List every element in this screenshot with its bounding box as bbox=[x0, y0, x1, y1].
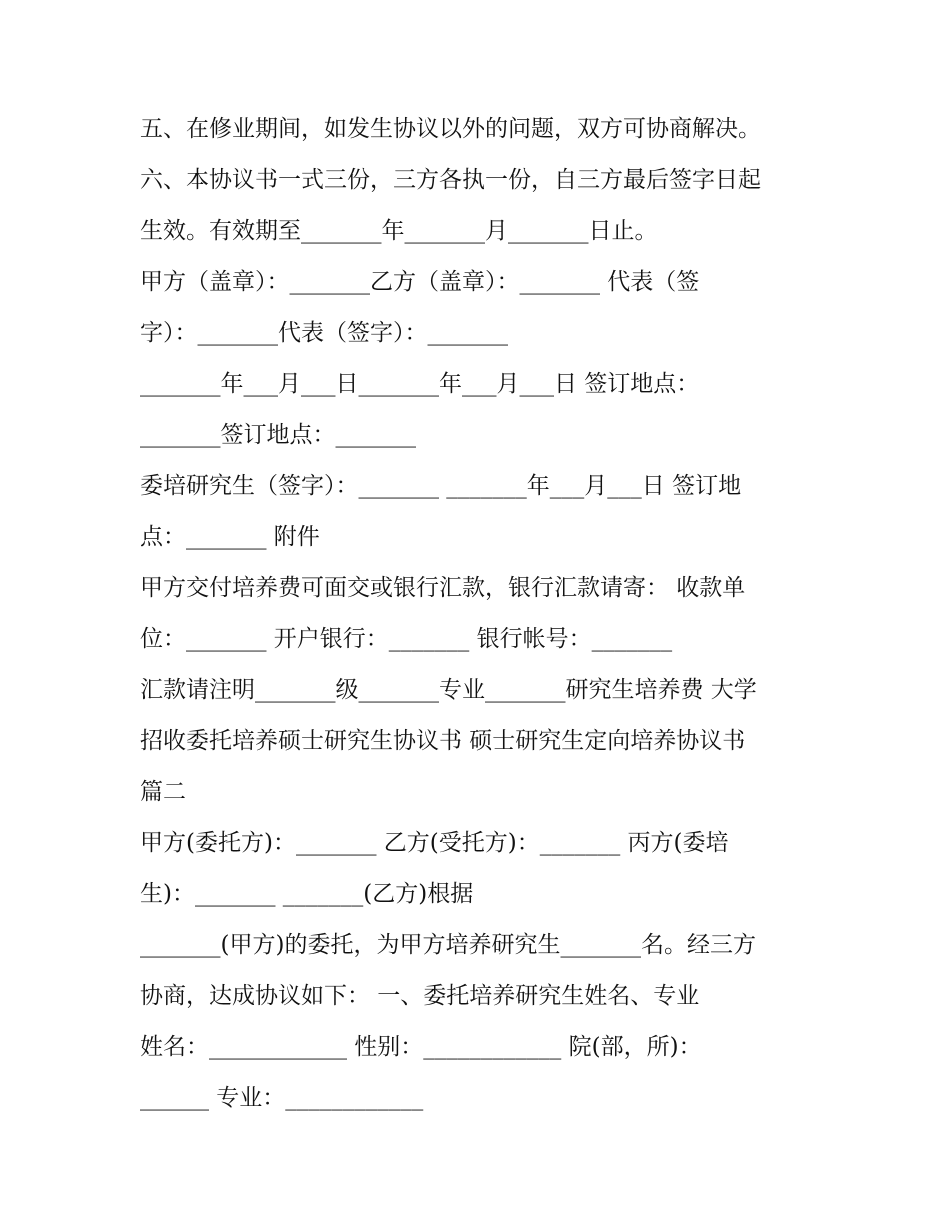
text-line: 生效。有效期至_______年_______月_______日止。 bbox=[140, 218, 658, 244]
text-line: 位：_______ 开户银行：_______ 银行帐号：_______ bbox=[140, 626, 673, 652]
agreement-text bbox=[140, 104, 830, 1124]
text-line: 甲方(委托方)：_______ 乙方(受托方)：_______ 丙方(委培 bbox=[140, 830, 729, 856]
section-heading: 篇二 bbox=[140, 779, 186, 805]
text-line: 协商，达成协议如下： 一、委托培养研究生姓名、专业 bbox=[140, 983, 700, 1009]
text-line: 甲方交付培养费可面交或银行汇款，银行汇款请寄： 收款单 bbox=[140, 575, 746, 601]
text-line: _______签订地点：_______ bbox=[140, 422, 416, 448]
text-line: 姓名：____________ 性别：____________ 院(部，所)： bbox=[140, 1034, 702, 1060]
text-line: 点：_______ 附件 bbox=[140, 524, 320, 550]
text-line: 甲方（盖章）：_______乙方（盖章）：_______ 代表（签 bbox=[140, 269, 700, 295]
text-line: 字）：_______代表（签字）：_______ bbox=[140, 320, 508, 346]
text-line: _______(甲方)的委托，为甲方培养研究生_______名。经三方 bbox=[140, 932, 756, 958]
text-line: 五、在修业期间，如发生协议以外的问题，双方可协商解决。 bbox=[140, 116, 761, 142]
text-line: 汇款请注明_______级_______专业_______研究生培养费 大学 bbox=[140, 677, 757, 703]
text-line: _______年___月___日_______年___月___日 签订地点： bbox=[140, 371, 700, 397]
text-line: ______ 专业：____________ bbox=[140, 1085, 424, 1111]
text-line: 六、本协议书一式三份，三方各执一份，自三方最后签字日起 bbox=[140, 167, 761, 193]
text-line: 生)：_______ _______(乙方)根据 bbox=[140, 881, 474, 907]
text-line: 招收委托培养硕士研究生协议书 硕士研究生定向培养协议书 bbox=[140, 728, 746, 754]
text-line: 委培研究生（签字）：_______ _______年___月___日 签订地 bbox=[140, 473, 742, 499]
